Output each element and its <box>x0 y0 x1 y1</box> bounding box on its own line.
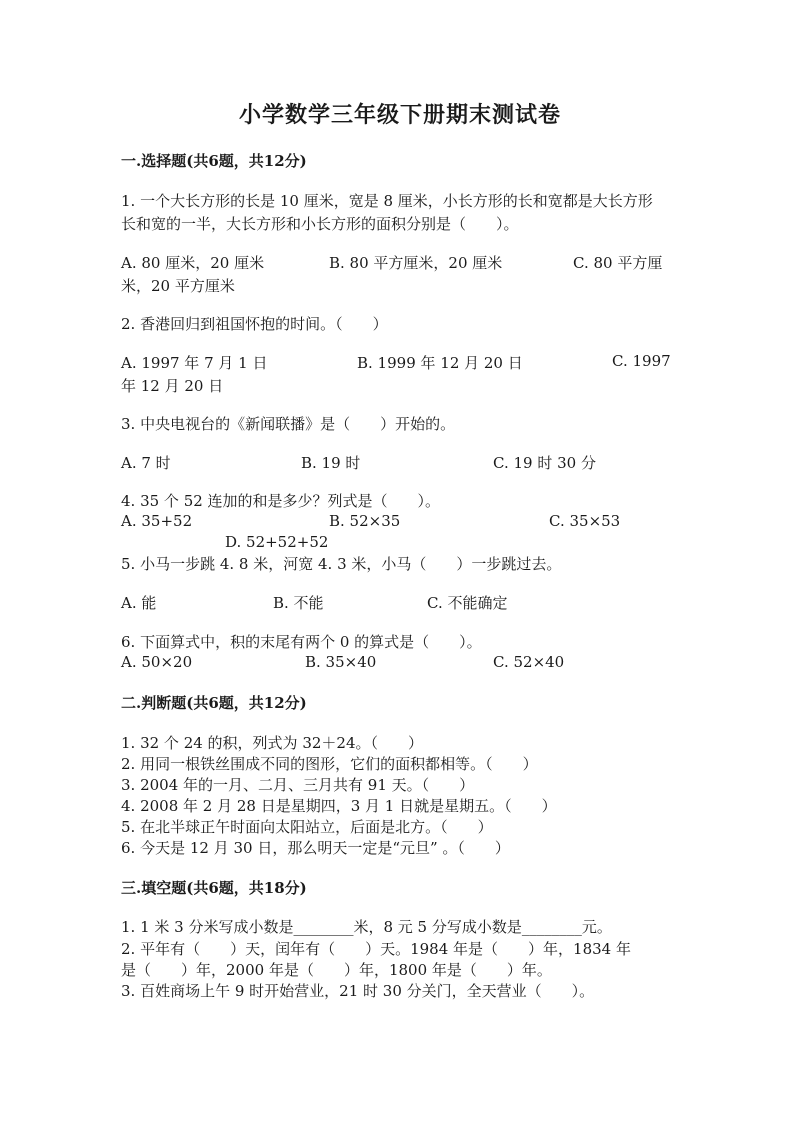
question-5-option-b: B. 不能 <box>273 594 324 612</box>
judgement-item-5: 5. 在北半球正午时面向太阳站立，后面是北方。（ ） <box>121 818 493 836</box>
question-2-option-c: C. 1997 <box>612 352 671 370</box>
question-2-line-1: 2. 香港回归到祖国怀抱的时间。（ ） <box>121 315 388 333</box>
question-2-option-c-cont: 年 12 月 20 日 <box>121 377 224 395</box>
question-5-line-1: 5. 小马一步跳 4. 8 米，河宽 4. 3 米，小马（ ）一步跳过去。 <box>121 555 562 573</box>
question-6-line-1: 6. 下面算式中，积的末尾有两个 0 的算式是（ ）。 <box>121 633 482 651</box>
section-heading-judgement: 二.判断题(共6题，共12分) <box>121 694 307 712</box>
question-2-option-a: A. 1997 年 7 月 1 日 <box>121 354 268 372</box>
question-4-line-1: 4. 35 个 52 连加的和是多少？列式是（ ）。 <box>121 492 441 510</box>
question-6-option-c: C. 52×40 <box>493 653 565 671</box>
question-6-option-b: B. 35×40 <box>305 653 377 671</box>
fill-item-2-cont: 是（ ）年，2000 年是（ ）年，1800 年是（ ）年。 <box>121 961 552 979</box>
judgement-item-2: 2. 用同一根铁丝围成不同的图形，它们的面积都相等。（ ） <box>121 755 538 773</box>
section-heading-fill-blank: 三.填空题(共6题，共18分) <box>121 879 307 897</box>
question-4-option-a: A. 35+52 <box>121 512 193 530</box>
question-1-line-1: 1. 一个大长方形的长是 10 厘米，宽是 8 厘米，小长方形的长和宽都是大长方形 <box>121 192 653 210</box>
question-5-option-a: A. 能 <box>121 594 157 612</box>
judgement-item-4: 4. 2008 年 2 月 28 日是星期四，3 月 1 日就是星期五。（ ） <box>121 797 557 815</box>
question-3-option-b: B. 19 时 <box>301 454 361 472</box>
fill-item-3: 3. 百姓商场上午 9 时开始营业，21 时 30 分关门，全天营业（ ）。 <box>121 982 595 1000</box>
section-heading-choice: 一.选择题(共6题，共12分) <box>121 152 307 170</box>
judgement-item-3: 3. 2004 年的一月、二月、三月共有 91 天。（ ） <box>121 776 475 794</box>
judgement-item-6: 6. 今天是 12 月 30 日，那么明天一定是“元旦” 。（ ） <box>121 839 510 857</box>
question-3-line-1: 3. 中央电视台的《新闻联播》是（ ）开始的。 <box>121 415 456 433</box>
question-1-option-a: A. 80 厘米，20 厘米 <box>121 254 265 272</box>
question-1-option-c-cont: 米，20 平方厘米 <box>121 277 235 295</box>
fill-item-1: 1. 1 米 3 分米写成小数是________米，8 元 5 分写成小数是________元。 <box>121 918 612 936</box>
question-1-option-b: B. 80 平方厘米，20 厘米 <box>329 254 503 272</box>
question-3-option-a: A. 7 时 <box>121 454 171 472</box>
page-title: 小学数学三年级下册期末测试卷 <box>238 102 561 128</box>
judgement-item-1: 1. 32 个 24 的积，列式为 32＋24。（ ） <box>121 734 424 752</box>
question-5-option-c: C. 不能确定 <box>427 594 508 612</box>
question-4-option-b: B. 52×35 <box>329 512 401 530</box>
question-4-option-c: C. 35×53 <box>549 512 621 530</box>
question-4-option-d: D. 52+52+52 <box>225 533 329 551</box>
fill-item-2: 2. 平年有（ ）天，闰年有（ ）天。1984 年是（ ）年，1834 年 <box>121 940 631 958</box>
question-3-option-c: C. 19 时 30 分 <box>493 454 596 472</box>
question-6-option-a: A. 50×20 <box>121 653 193 671</box>
question-1-line-2: 长和宽的一半，大长方形和小长方形的面积分别是（ ）。 <box>121 215 519 233</box>
question-1-option-c: C. 80 平方厘 <box>573 254 663 272</box>
question-2-option-b: B. 1999 年 12 月 20 日 <box>357 354 523 372</box>
